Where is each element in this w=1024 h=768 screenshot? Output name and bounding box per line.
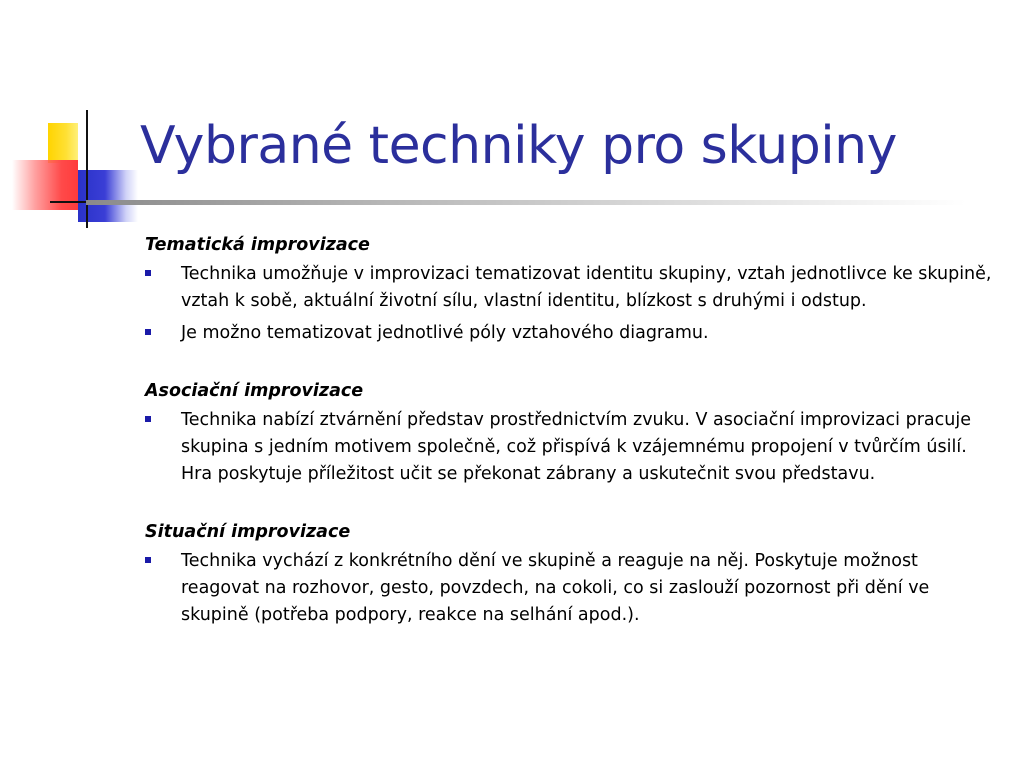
title-underline [86,200,966,205]
bullet-text: Technika nabízí ztvárnění představ prostřednictvím zvuku. V asociační improvizaci pracuje skupina s jedním motivem společně, což přispívá k vzájemnému propojení v tvůrčím úsilí. Hra poskytuje příležitost učit se překonat zábrany a uskutečnit svou představu. [181,410,971,484]
section-heading: Situační improvizace [145,522,351,542]
bullet-list [145,261,995,347]
section-heading: Asociační improvizace [145,381,364,401]
square-bullet-icon [145,416,151,422]
square-bullet-icon [145,270,151,276]
square-bullet-icon [145,557,151,563]
bullet-text: Technika umožňuje v improvizaci tematizovat identitu skupiny, vztah jednotlivce ke skupině, vztah k sobě, aktuální životní sílu, vlastní identitu, blízkost s druhými i odstup. [181,264,992,311]
bullet-list [145,548,995,629]
section-heading: Tematická improvizace [145,235,370,255]
square-bullet-icon [145,329,151,335]
vertical-line [86,110,88,228]
slide-content [145,232,995,660]
section-asociacni [145,378,995,488]
bullet-text: Technika vychází z konkrétního dění ve skupině a reaguje na něj. Poskytuje možnost reagovat na rozhovor, gesto, povzdech, na cokoli, co si zaslouží pozornost při dění ve skupině (potřeba podpory, reakce na selhání apod.). [181,551,930,625]
bullet-text: Je možno tematizovat jednotlivé póly vztahového diagramu. [181,323,709,343]
yellow-square [48,123,78,163]
bullet-item [145,261,995,315]
bullet-list [145,407,995,488]
slide-title: Vybrané techniky pro skupiny [140,116,897,176]
bullet-item [145,407,995,488]
section-situacni [145,519,995,629]
bullet-item [145,548,995,629]
bullet-item [145,320,995,347]
section-tematicka [145,232,995,347]
